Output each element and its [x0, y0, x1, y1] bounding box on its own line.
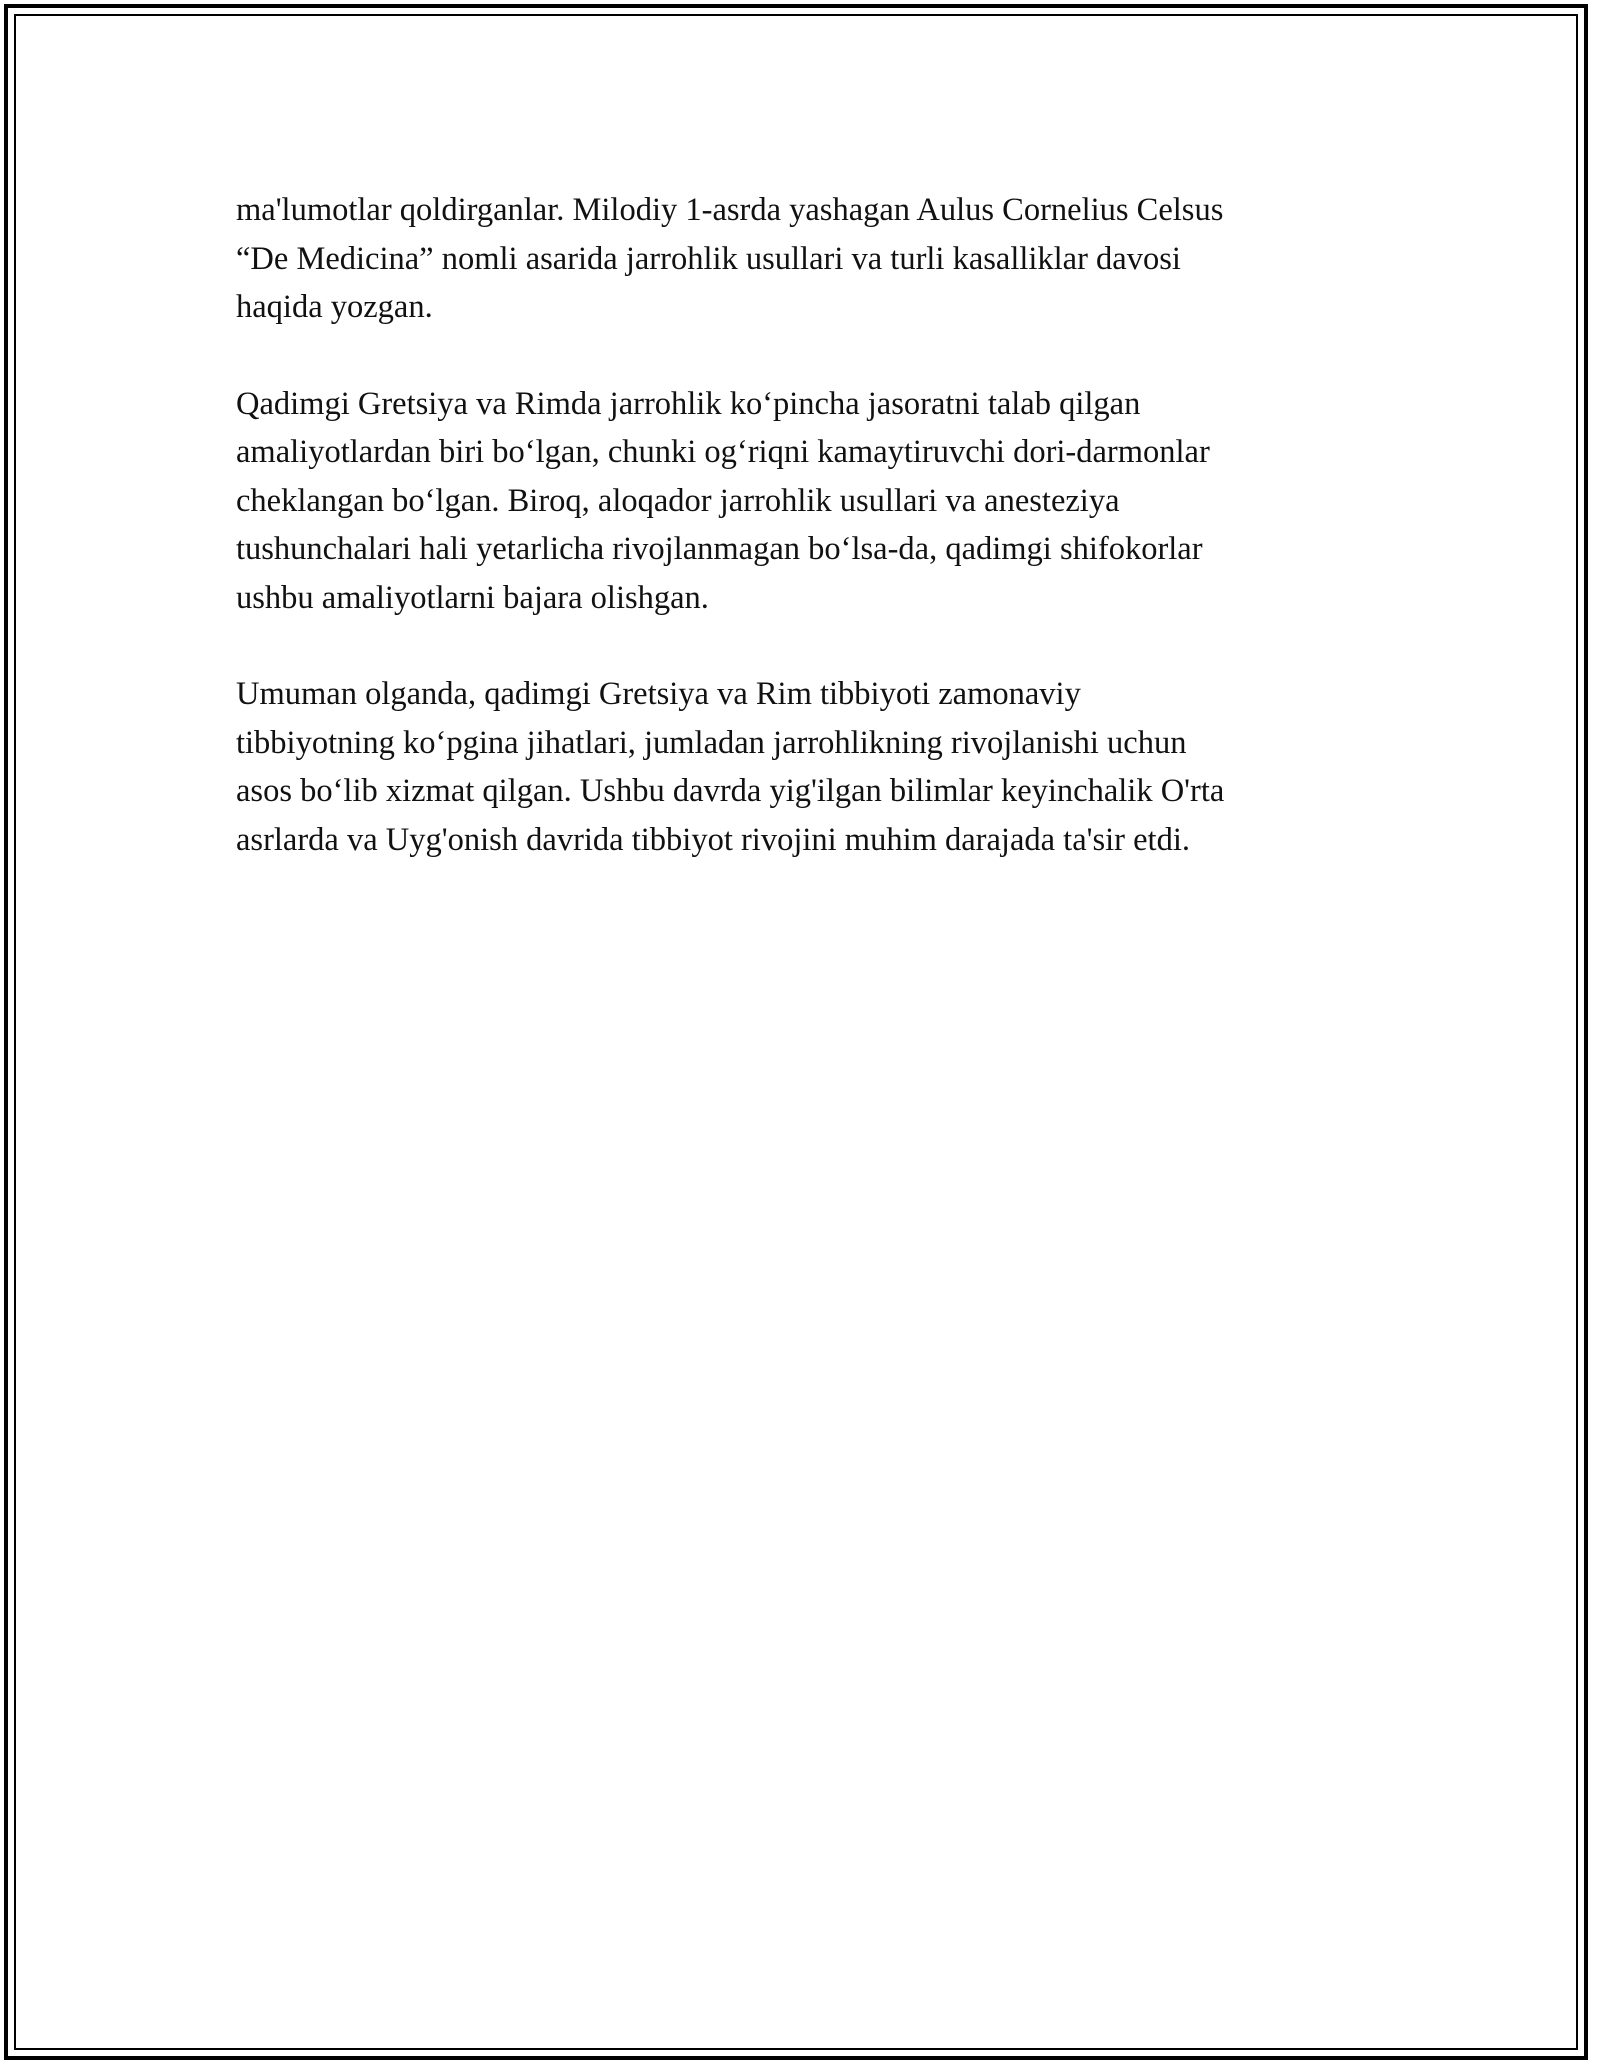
paragraph-1 — [236, 186, 1376, 332]
text-line: tibbiyotning ko‘pgina jihatlari, jumladan jarrohlikning rivojlanishi uchun — [236, 724, 1187, 761]
text-line: asos bo‘lib xizmat qilgan. Ushbu davrda yig'ilgan bilimlar keyinchalik O'rta — [236, 773, 1225, 809]
text-line: Umuman olganda, qadimgi Gretsiya va Rim tibbiyoti zamonaviy — [236, 676, 1081, 712]
paragraph-3 — [236, 670, 1376, 864]
paragraph-2 — [236, 380, 1376, 623]
text-line: “De Medicina” nomli asarida jarrohlik usullari va turli kasalliklar davosi — [236, 240, 1181, 277]
text-line: ma'lumotlar qoldirganlar. Milodiy 1-asrda yashagan Aulus Cornelius Celsus — [236, 192, 1224, 228]
text-line: asrlarda va Uyg'onish davrida tibbiyot rivojini muhim darajada ta'sir etdi. — [236, 821, 1190, 858]
text-line: ushbu amaliyotlarni bajara olishgan. — [236, 579, 709, 616]
text-line: amaliyotlardan biri bo‘lgan, chunki og‘riqni kamaytiruvchi dori-darmonlar — [236, 434, 1210, 470]
text-line: Qadimgi Gretsiya va Rimda jarrohlik ko‘pincha jasoratni talab qilgan — [236, 385, 1141, 422]
document-body — [236, 186, 1376, 912]
text-line: cheklangan bo‘lgan. Biroq, aloqador jarrohlik usullari va anesteziya — [236, 482, 1120, 519]
text-line: haqida yozgan. — [236, 289, 433, 325]
text-line: tushunchalari hali yetarlicha rivojlanmagan bo‘lsa-da, qadimgi shifokorlar — [236, 531, 1203, 567]
